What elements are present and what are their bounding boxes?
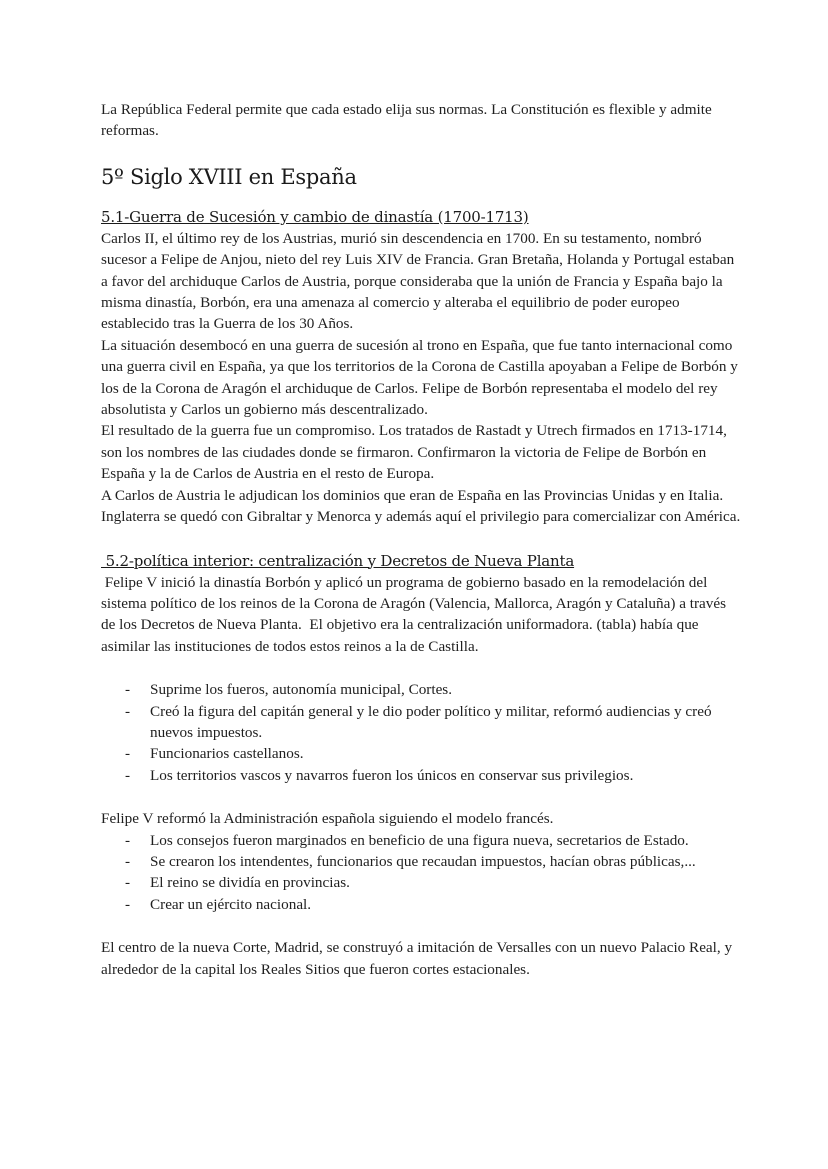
dash-bullet-icon: - bbox=[125, 874, 131, 892]
list-item: - Suprime los fueros, autonomía municipal, Cortes. bbox=[101, 679, 741, 700]
list-item: - Creó la figura del capitán general y le dio poder político y militar, reformó audiencias y creó nuevos impuestos. bbox=[125, 702, 712, 741]
list-item: - Funcionarios castellanos. bbox=[101, 743, 741, 764]
section-title: 5º Siglo XVIII en España bbox=[101, 164, 357, 189]
admin-intro-paragraph: Felipe V reformó la Administración española siguiendo el modelo francés. bbox=[101, 810, 554, 828]
administration-list bbox=[101, 830, 741, 916]
list-item: - Los territorios vascos y navarros fueron los únicos en conservar sus privilegios. bbox=[101, 765, 741, 786]
dash-bullet-icon: - bbox=[125, 766, 131, 784]
paragraph: La situación desembocó en una guerra de sucesión al trono en España, que fue tanto internacional como una guerra civil en España, ya que los territorios de la Corona de Castilla apoyaban a Felipe de Borbón y los de la Corona de Aragón el archiduque de Carlos. Felipe de Borbón representaba el modelo del rey absolutista y Carlos un gobierno más descentralizado. bbox=[101, 336, 738, 419]
dash-bullet-icon: - bbox=[125, 852, 131, 870]
spacer bbox=[101, 657, 741, 679]
paragraph: El resultado de la guerra fue un compromiso. Los tratados de Rastadt y Utrech firmados en 1713-1714, son los nombres de las ciudades donde se firmaron. Confirmaron la victoria de Felipe de Borbón en España y la de Carlos de Austria en el resto de Europa. bbox=[101, 422, 727, 483]
paragraph: Felipe V inició la dinastía Borbón y aplicó un programa de gobierno basado en la remodelación del sistema político de los reinos de la Corona de Aragón (Valencia, Mallorca, Aragón y Cataluña) a través de los Decretos de Nueva Planta. El objetivo era la centralización uniformadora. (tabla) había que asimilar las instituciones de todos estos reinos a la de Castilla. bbox=[101, 573, 730, 655]
intro-paragraph: La República Federal permite que cada estado elija sus normas. La Constitución es flexible y admite reformas. bbox=[101, 101, 712, 140]
closing-paragraph: El centro de la nueva Corte, Madrid, se construyó a imitación de Versalles con un nuevo Palacio Real, y alrededor de la capital los Reales Sitios que fueron cortes estacionales. bbox=[101, 939, 733, 978]
dash-bullet-icon: - bbox=[125, 702, 131, 720]
spacer bbox=[101, 528, 741, 550]
paragraph: A Carlos de Austria le adjudican los dominios que eran de España en las Provincias Unidas y en Italia. Inglaterra se quedó con Gibraltar y Menorca y además aquí el privilegio para comercializar con América. bbox=[101, 486, 741, 526]
reforms-list bbox=[101, 679, 741, 786]
paragraph: Carlos II, el último rey de los Austrias, murió sin descendencia en 1700. En su testamento, nombró sucesor a Felipe de Anjou, nieto del rey Luis XIV de Francia. Gran Bretaña, Holanda y Portugal estaban a favor del archiduque Carlos de Austria, porque consideraba que la unión de Francia y España bajo la misma dinastía, Borbón, era una amenaza al comercio y alteraba el equilibrio de poder europeo establecido tras la Guerra de los 30 Años. bbox=[101, 229, 735, 333]
list-item: - Se crearon los intendentes, funcionarios que recaudan impuestos, hacían obras públicas,... bbox=[101, 851, 741, 872]
list-item: - El reino se dividía en provincias. bbox=[101, 872, 741, 893]
document-content bbox=[101, 99, 741, 980]
subsection-heading-5-2: 5.2-política interior: centralización y Decretos de Nueva Planta bbox=[101, 551, 575, 570]
dash-bullet-icon: - bbox=[125, 745, 131, 763]
subsection-heading-5-1: 5.1-Guerra de Sucesión y cambio de dinastía (1700-1713) bbox=[101, 207, 529, 226]
list-item: - Crear un ejército nacional. bbox=[101, 894, 741, 915]
spacer bbox=[101, 915, 741, 937]
dash-bullet-icon: - bbox=[125, 895, 131, 913]
list-item: - Los consejos fueron marginados en beneficio de una figura nueva, secretarios de Estado. bbox=[101, 830, 741, 851]
dash-bullet-icon: - bbox=[125, 831, 131, 849]
dash-bullet-icon: - bbox=[125, 681, 131, 699]
spacer bbox=[101, 786, 741, 808]
